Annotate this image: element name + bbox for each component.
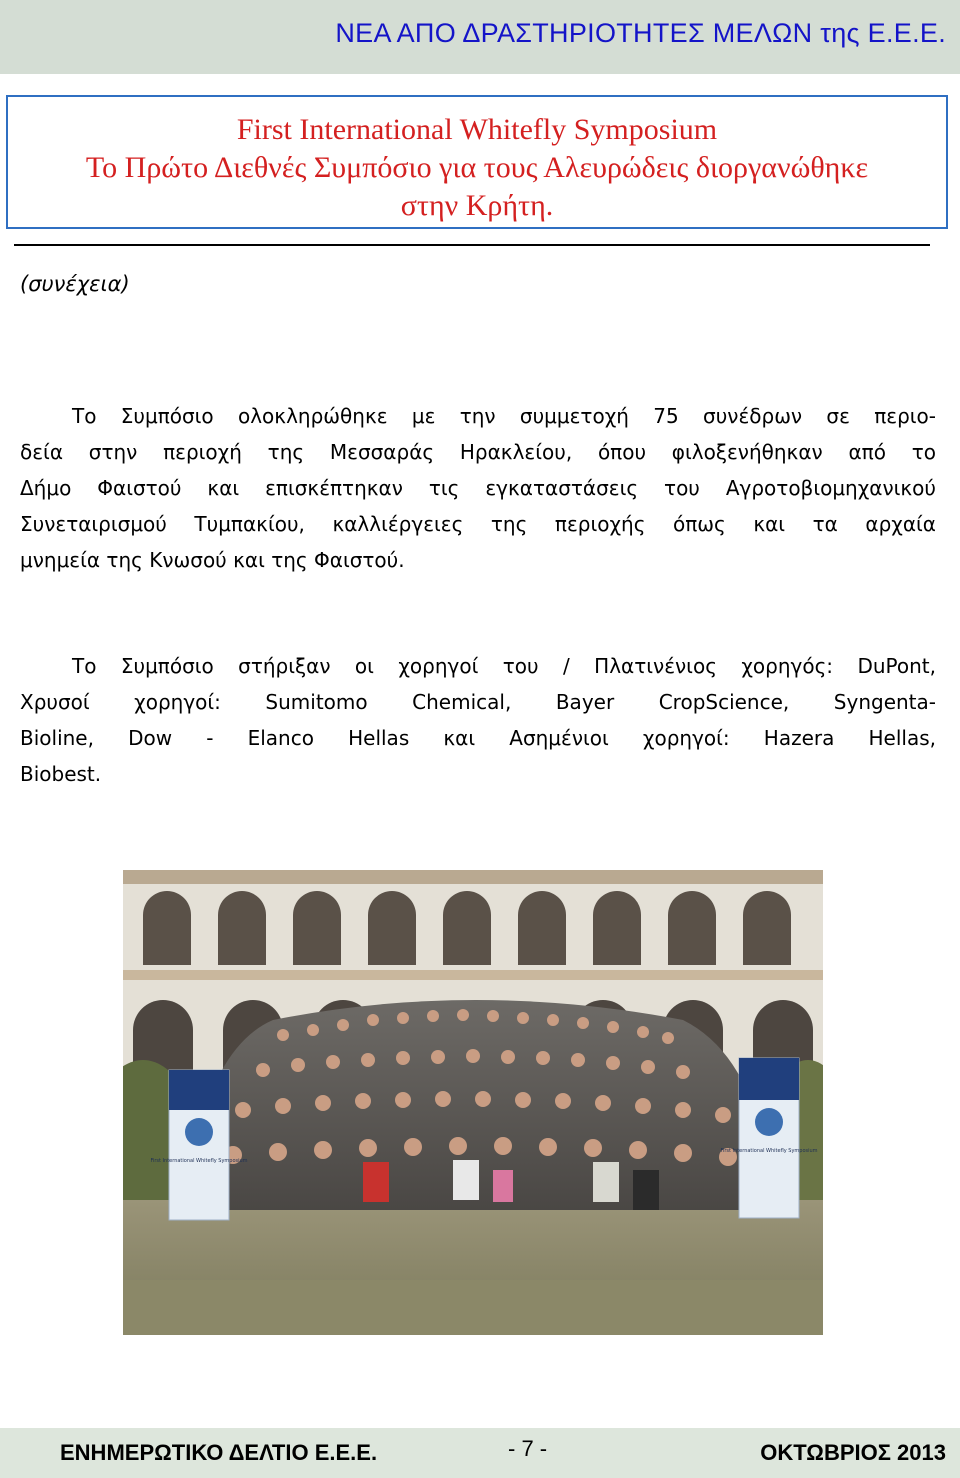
paragraph-symposium-summary xyxy=(20,398,936,578)
banner-text-left: First International Whitefly Symposium xyxy=(150,1158,248,1164)
article-title-greek-line2: στην Κρήτη. xyxy=(400,189,554,222)
paragraph-line: Το Συμπόσιο στήριξαν οι χορηγοί του / Πλατινένιος χορηγός: DuPont, xyxy=(72,654,936,678)
article-title-greek-line1: Το Πρώτο Διεθνές Συμπόσιο για τους Αλευρώδεις διοργανώθηκε xyxy=(85,151,869,184)
continued-label: (συνέχεια) xyxy=(20,272,130,296)
paragraph-line: δεία στην περιοχή της Μεσσαράς Ηρακλείου, όπου φιλοξενήθηκαν από το xyxy=(20,440,936,464)
banner-text-right: First International Whitefly Symposium xyxy=(720,1148,818,1154)
paragraph-sponsors xyxy=(20,648,936,792)
paragraph-line: Bioline, Dow - Elanco Hellas και Ασημένιοι χορηγοί: Hazera Hellas, xyxy=(20,726,936,750)
paragraph-line: Συνεταιρισμού Τυμπακίου, καλλιέργειες της περιοχής όπως και τα αρχαία xyxy=(20,512,936,536)
divider xyxy=(14,244,930,246)
article-title-english: First International Whitefly Symposium xyxy=(236,113,718,146)
newsletter-name: ΕΝΗΜΕΡΩΤΙΚΟ ΔΕΛΤΙΟ Ε.Ε.Ε. xyxy=(60,1440,378,1465)
paragraph-line: Χρυσοί χορηγοί: Sumitomo Chemical, Bayer CropScience, Syngenta- xyxy=(20,690,936,714)
section-title: ΝΕΑ ΑΠΟ ΔΡΑΣΤΗΡΙΟΤΗΤΕΣ ΜΕΛΩΝ της Ε.Ε.Ε. xyxy=(335,18,946,48)
group-photo xyxy=(123,870,823,1335)
page-number: - 7 - xyxy=(508,1436,548,1461)
article-title-box xyxy=(6,95,948,229)
paragraph-line: Το Συμπόσιο ολοκληρώθηκε με την συμμετοχή 75 συνέδρων σε περιο- xyxy=(72,404,936,428)
issue-date: ΟΚΤΩΒΡΙΟΣ 2013 xyxy=(760,1440,946,1465)
paragraph-line: μνημεία της Κνωσού και της Φαιστού. xyxy=(20,548,405,572)
paragraph-line: Biobest. xyxy=(20,762,102,786)
paragraph-line: Δήμο Φαιστού και επισκέπτηκαν τις εγκαταστάσεις του Αγροτοβιομηχανικού xyxy=(20,476,936,500)
